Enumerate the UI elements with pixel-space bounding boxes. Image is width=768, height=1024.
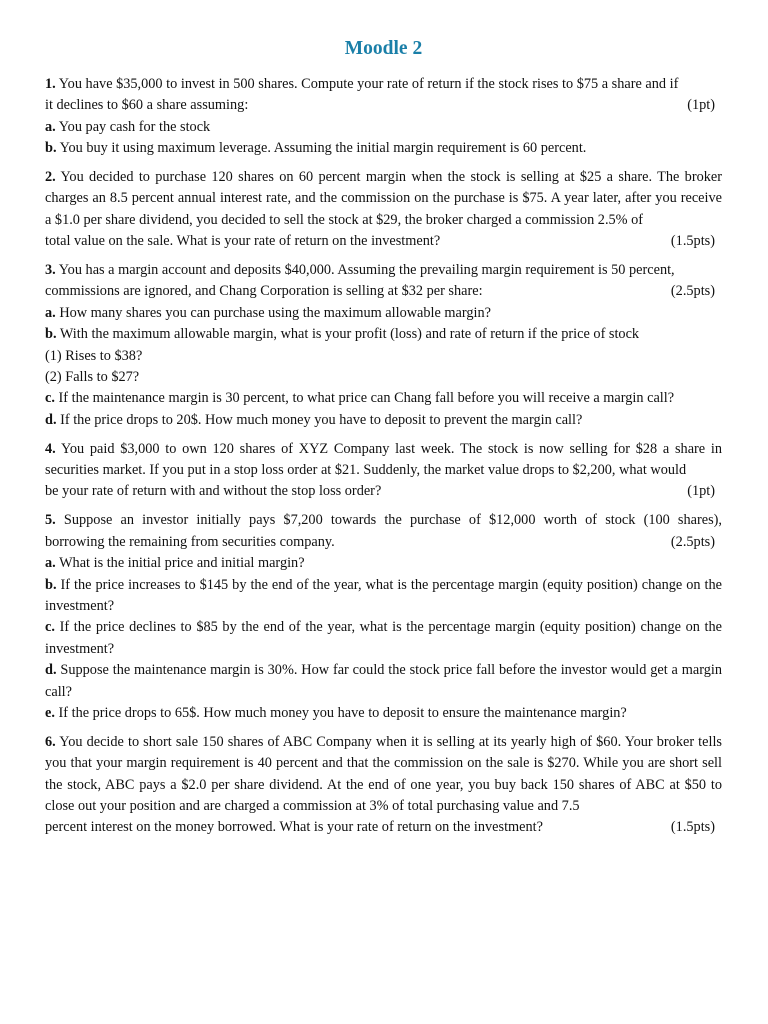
sub-question-letter: c. — [45, 390, 55, 407]
sub-question-letter: a. — [45, 118, 56, 135]
question-text — [45, 510, 722, 531]
question-body: You have $35,000 to invest in 500 shares. Compute your rate of return if the stock rises to $75 a share and if — [58, 76, 679, 92]
sub-question-letter: d. — [45, 662, 57, 679]
sub-question — [45, 617, 722, 660]
sub-question-letter: e. — [45, 704, 55, 721]
question-text — [45, 481, 722, 502]
question-4 — [45, 439, 722, 503]
question-number: 4. — [45, 440, 56, 457]
question-text — [45, 817, 722, 838]
question-text — [45, 74, 722, 95]
question-body: You decided to purchase 120 shares on 60 percent margin when the stock is selling at $25 a share. The broker charges an 8.5 percent annual interest rate, and the commission on the purchase is $75. A year later, after you receive a $1.0 per share dividend, you decided to sell the stock at $29, the broker charged a commission 2.5% of — [45, 169, 723, 228]
question-text — [45, 439, 722, 482]
sub-question-text: If the price declines to $85 by the end of the year, what is the percentage margin (equity position) change on the investment? — [45, 619, 722, 657]
sub-question-text: If the price increases to $145 by the end of the year, what is the percentage margin (equity position) change on the investment? — [45, 576, 722, 614]
sub-question-text: You buy it using maximum leverage. Assuming the initial margin requirement is 60 percent. — [59, 140, 587, 157]
sub-question-text: (1) Rises to $38? — [45, 347, 143, 364]
sub-question-letter: b. — [45, 576, 57, 593]
question-text — [45, 532, 722, 553]
sub-question-letter: b. — [45, 326, 57, 343]
question-body: You decide to short sale 150 shares of ABC Company when it is selling at its yearly high of $60. Your broker tells you that your margin requirement is 40 percent and that the commission on the sale is $270. While you are short sell the stock, ABC pays a $2.0 per share dividend. At the end of one year, you buy back 150 shares of ABC at $50 to close out your position and are charged a commission at 3% of total purchasing value and 7.5 — [45, 733, 722, 814]
sub-question — [45, 410, 722, 431]
question-number: 3. — [45, 262, 56, 279]
points-label: (2.5pts) — [670, 283, 715, 300]
sub-question — [45, 324, 722, 345]
sub-question-text: (2) Falls to $27? — [45, 369, 140, 386]
question-number: 6. — [45, 733, 56, 750]
sub-question-text: You pay cash for the stock — [58, 118, 211, 135]
question-body: be your rate of return with and without the stop loss order? — [45, 483, 382, 500]
question-number: 2. — [45, 169, 56, 186]
question-1 — [45, 74, 722, 160]
sub-question-letter: c. — [45, 619, 55, 636]
question-body: Suppose an investor initially pays $7,200 towards the purchase of $12,000 worth of stock (100 shares), — [63, 512, 722, 529]
question-body: total value on the sale. What is your rate of return on the investment? — [45, 233, 441, 250]
sub-question — [45, 117, 722, 138]
points-label: (1.5pts) — [670, 233, 715, 250]
question-2 — [45, 167, 722, 253]
sub-question — [45, 367, 722, 388]
question-text — [45, 231, 722, 252]
sub-question-text: Suppose the maintenance margin is 30%. How far could the stock price fall before the investor would get a margin call? — [45, 662, 723, 700]
question-text — [45, 281, 722, 302]
sub-question-text: If the price drops to 65$. How much money you have to deposit to ensure the maintenance margin? — [58, 704, 627, 721]
points-label: (1pt) — [687, 97, 715, 114]
sub-question — [45, 303, 722, 324]
page-title: Moodle 2 — [344, 38, 423, 59]
sub-question — [45, 703, 722, 724]
question-text — [45, 732, 722, 818]
sub-question — [45, 553, 722, 574]
question-body: percent interest on the money borrowed. What is your rate of return on the investment? — [45, 819, 543, 836]
question-body: You paid $3,000 to own 120 shares of XYZ Company last week. The stock is now selling for $28 a share in securities market. If you put in a stop loss order at $21. Suddenly, the market value drops to $2,200, what would — [45, 440, 722, 479]
document-page — [45, 36, 722, 846]
points-label: (1pt) — [687, 483, 715, 500]
sub-question-letter: b. — [45, 140, 57, 157]
sub-question — [45, 346, 722, 367]
question-body: commissions are ignored, and Chang Corporation is selling at $32 per share: — [45, 283, 483, 300]
sub-question — [45, 138, 722, 159]
sub-question-letter: d. — [45, 411, 57, 428]
sub-question-letter: a. — [45, 555, 56, 572]
question-number: 1. — [45, 76, 56, 92]
sub-question-text: With the maximum allowable margin, what is your profit (loss) and rate of return if the price of stock — [59, 326, 640, 343]
sub-question-letter: a. — [45, 304, 56, 321]
question-6 — [45, 732, 722, 839]
question-text — [45, 95, 722, 116]
question-text — [45, 260, 722, 281]
question-body: You has a margin account and deposits $40,000. Assuming the prevailing margin requirement is 50 percent, — [58, 262, 675, 279]
question-body: it declines to $60 a share assuming: — [45, 97, 249, 114]
question-body: borrowing the remaining from securities company. — [45, 533, 335, 550]
points-label: (1.5pts) — [670, 819, 715, 836]
question-text — [45, 167, 722, 231]
sub-question-text: What is the initial price and initial margin? — [59, 555, 305, 572]
sub-question — [45, 660, 722, 703]
sub-question-text: If the price drops to 20$. How much money you have to deposit to prevent the margin call? — [60, 411, 583, 428]
question-3 — [45, 260, 722, 431]
sub-question — [45, 575, 722, 618]
sub-question — [45, 388, 722, 409]
points-label: (2.5pts) — [670, 533, 715, 550]
question-5 — [45, 510, 722, 724]
question-number: 5. — [45, 512, 56, 529]
sub-question-text: If the maintenance margin is 30 percent, to what price can Chang fall before you will receive a margin call? — [58, 390, 675, 407]
sub-question-text: How many shares you can purchase using the maximum allowable margin? — [59, 304, 492, 321]
